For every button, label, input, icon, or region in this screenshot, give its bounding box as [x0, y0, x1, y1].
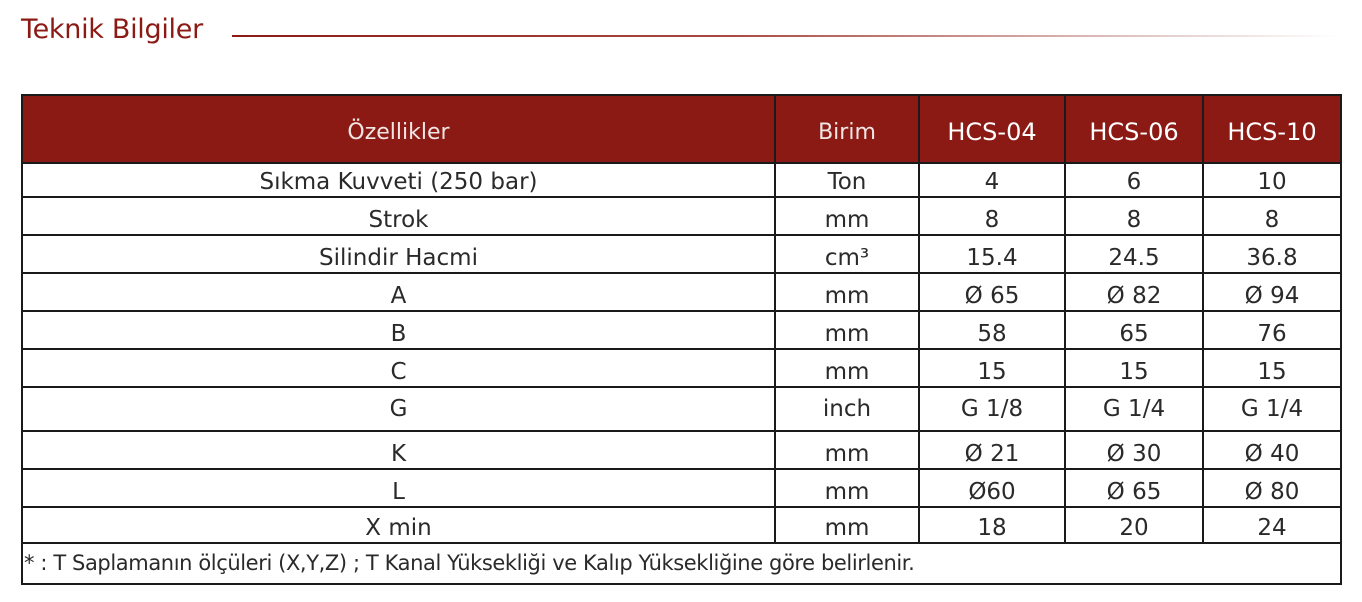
technical-specs-table — [21, 94, 1342, 585]
value-cell-hcs-04: 8 — [919, 197, 1065, 235]
footnote-row — [22, 543, 1341, 584]
header-property: Özellikler — [22, 95, 775, 163]
unit-cell: mm — [775, 197, 919, 235]
property-cell: Sıkma Kuvveti (250 bar) — [22, 163, 775, 197]
value-cell-hcs-06: 65 — [1065, 311, 1203, 349]
unit-cell: Ton — [775, 163, 919, 197]
table-row — [22, 235, 1341, 273]
property-cell: L — [22, 469, 775, 507]
table-row — [22, 349, 1341, 387]
value-cell-hcs-06: Ø 65 — [1065, 469, 1203, 507]
footnote: * : T Saplamanın ölçüleri (X,Y,Z) ; T Kanal Yüksekliği ve Kalıp Yüksekliğine göre belirlenir. — [22, 543, 1341, 584]
property-cell: G — [22, 387, 775, 431]
unit-cell: mm — [775, 469, 919, 507]
unit-cell: mm — [775, 273, 919, 311]
property-cell: Silindir Hacmi — [22, 235, 775, 273]
value-cell-hcs-10: 24 — [1203, 507, 1341, 543]
value-cell-hcs-04: 15 — [919, 349, 1065, 387]
value-cell-hcs-10: 76 — [1203, 311, 1341, 349]
value-cell-hcs-06: 8 — [1065, 197, 1203, 235]
unit-cell: mm — [775, 311, 919, 349]
value-cell-hcs-10: Ø 80 — [1203, 469, 1341, 507]
value-cell-hcs-06: 24.5 — [1065, 235, 1203, 273]
value-cell-hcs-06: 15 — [1065, 349, 1203, 387]
value-cell-hcs-04: 4 — [919, 163, 1065, 197]
value-cell-hcs-10: G 1/4 — [1203, 387, 1341, 431]
value-cell-hcs-04: 18 — [919, 507, 1065, 543]
table-header-row — [22, 95, 1341, 163]
value-cell-hcs-10: 10 — [1203, 163, 1341, 197]
value-cell-hcs-04: G 1/8 — [919, 387, 1065, 431]
value-cell-hcs-04: Ø60 — [919, 469, 1065, 507]
value-cell-hcs-06: Ø 82 — [1065, 273, 1203, 311]
value-cell-hcs-10: 15 — [1203, 349, 1341, 387]
unit-cell: mm — [775, 349, 919, 387]
value-cell-hcs-04: Ø 21 — [919, 431, 1065, 469]
property-cell: A — [22, 273, 775, 311]
unit-cell: cm³ — [775, 235, 919, 273]
table-row — [22, 431, 1341, 469]
value-cell-hcs-06: 20 — [1065, 507, 1203, 543]
unit-cell: mm — [775, 431, 919, 469]
table-row — [22, 469, 1341, 507]
property-cell: K — [22, 431, 775, 469]
value-cell-hcs-10: Ø 40 — [1203, 431, 1341, 469]
property-cell: C — [22, 349, 775, 387]
page-title: Teknik Bilgiler — [21, 14, 203, 45]
value-cell-hcs-06: G 1/4 — [1065, 387, 1203, 431]
header-model-hcs-04: HCS-04 — [919, 95, 1065, 163]
table-row — [22, 163, 1341, 197]
value-cell-hcs-04: 58 — [919, 311, 1065, 349]
table-row — [22, 507, 1341, 543]
property-cell: B — [22, 311, 775, 349]
value-cell-hcs-06: Ø 30 — [1065, 431, 1203, 469]
value-cell-hcs-04: 15.4 — [919, 235, 1065, 273]
table-row — [22, 387, 1341, 431]
unit-cell: mm — [775, 507, 919, 543]
header-model-hcs-10: HCS-10 — [1203, 95, 1341, 163]
title-divider — [232, 35, 1342, 37]
header-model-hcs-06: HCS-06 — [1065, 95, 1203, 163]
value-cell-hcs-10: 8 — [1203, 197, 1341, 235]
value-cell-hcs-10: 36.8 — [1203, 235, 1341, 273]
unit-cell: inch — [775, 387, 919, 431]
property-cell: Strok — [22, 197, 775, 235]
property-cell: X min — [22, 507, 775, 543]
table-row — [22, 273, 1341, 311]
table-row — [22, 311, 1341, 349]
table-row — [22, 197, 1341, 235]
value-cell-hcs-04: Ø 65 — [919, 273, 1065, 311]
value-cell-hcs-06: 6 — [1065, 163, 1203, 197]
value-cell-hcs-10: Ø 94 — [1203, 273, 1341, 311]
header-unit: Birim — [775, 95, 919, 163]
